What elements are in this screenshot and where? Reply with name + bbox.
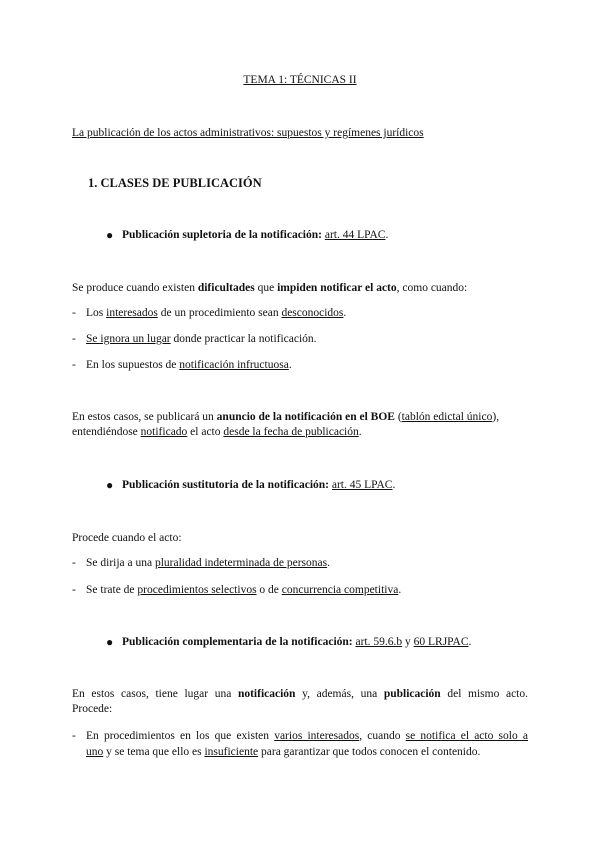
paragraph-boe-line2 [72, 425, 362, 439]
underlined-term: notificado [140, 426, 188, 438]
punct: . [392, 479, 396, 491]
punct: . [343, 307, 347, 319]
underlined-term: Se ignora un lugar [86, 333, 171, 345]
underlined-term: desde la fecha de publicación [223, 426, 359, 438]
section-number: 1. [88, 176, 98, 190]
text: de un procedimiento sean [157, 307, 282, 319]
text: En estos casos, tiene lugar una [72, 688, 238, 700]
dash-marker: - [72, 584, 76, 596]
dash-marker: - [72, 359, 76, 371]
underlined-term: insuficiente [204, 746, 259, 758]
bullet-marker: ● [106, 478, 114, 492]
underlined-term: varios interesados [274, 730, 360, 742]
underlined-term: procedimientos selectivos [137, 584, 257, 596]
dash-marker: - [72, 307, 76, 319]
punct: . [468, 636, 472, 648]
underlined-term: desconocidos [281, 307, 344, 319]
punct: . [358, 426, 362, 438]
text: o de [256, 584, 282, 596]
text: En estos casos, se publicará un [72, 411, 217, 423]
text: En los supuestos de [86, 359, 180, 371]
text: que [254, 282, 278, 294]
section-title: CLASES DE PUBLICACIÓN [100, 176, 262, 190]
underlined-term: pluralidad indeterminada de personas [154, 557, 328, 569]
bullet-marker: ● [106, 228, 114, 242]
law-reference: art. 45 LPAC [331, 479, 393, 491]
text: , como cuando: [396, 282, 468, 294]
subtitle: La publicación de los actos administrativos: supuestos y regímenes jurídicos [72, 127, 424, 139]
dash-marker: - [72, 557, 76, 569]
emphasis: anuncio de la notificación en el BOE [216, 411, 395, 423]
text: y, además, una [295, 688, 384, 700]
punct: . [288, 359, 292, 371]
text: Los [86, 307, 107, 319]
list-item-continuation [86, 745, 480, 759]
punct: . [327, 557, 330, 569]
law-reference: art. 59.6.b [355, 636, 403, 648]
page-title: TEMA 1: TÉCNICAS II [243, 74, 357, 86]
underlined-term: uno [86, 746, 104, 758]
law-reference: art. 44 LPAC [324, 229, 386, 241]
paragraph-boe-line1 [72, 410, 499, 424]
punct: . [385, 229, 389, 241]
paragraph-supletoria [72, 281, 467, 295]
text: , cuando [359, 730, 406, 742]
text: donde practicar la notificación. [170, 333, 317, 345]
text: ), [492, 411, 500, 423]
bullet-label: Publicación complementaria de la notificación: [122, 636, 353, 648]
text: Se produce cuando existen [72, 282, 198, 294]
emphasis: impiden notificar el acto [277, 282, 397, 294]
dash-marker: - [72, 333, 76, 345]
underlined-term: concurrencia competitiva [281, 584, 399, 596]
underlined-term: tablón edictal único [401, 411, 493, 423]
law-reference: 60 LRJPAC [413, 636, 469, 648]
underlined-term: se notifica el acto solo a [405, 730, 528, 742]
emphasis: dificultades [197, 282, 255, 294]
text: En procedimientos en los que existen [86, 730, 275, 742]
text: Se trate de [86, 584, 138, 596]
bullet-label: Publicación sustitutoria de la notificación: [122, 479, 329, 491]
dash-marker: - [72, 730, 76, 742]
paragraph-complementaria-line1 [72, 687, 528, 701]
text: ( [394, 411, 402, 423]
bullet-marker: ● [106, 635, 114, 649]
section-heading [88, 176, 262, 190]
text: del mismo acto. [440, 688, 529, 700]
paragraph-complementaria-line2: Procede: [72, 703, 113, 715]
text: el acto [187, 426, 224, 438]
text: para garantizar que todos conocen el contenido. [258, 746, 481, 758]
text: Se dirija a una [86, 557, 155, 569]
text: entendiéndose [72, 426, 141, 438]
underlined-term: interesados [106, 307, 158, 319]
underlined-term: notificación infructuosa [179, 359, 289, 371]
text: y se tema que ello es [103, 746, 205, 758]
paragraph-procede: Procede cuando el acto: [72, 532, 182, 544]
bullet-label: Publicación supletoria de la notificación: [122, 229, 322, 241]
emphasis: notificación [237, 688, 296, 700]
punct: . [398, 584, 402, 596]
text: y [402, 636, 414, 648]
emphasis: publicación [383, 688, 441, 700]
